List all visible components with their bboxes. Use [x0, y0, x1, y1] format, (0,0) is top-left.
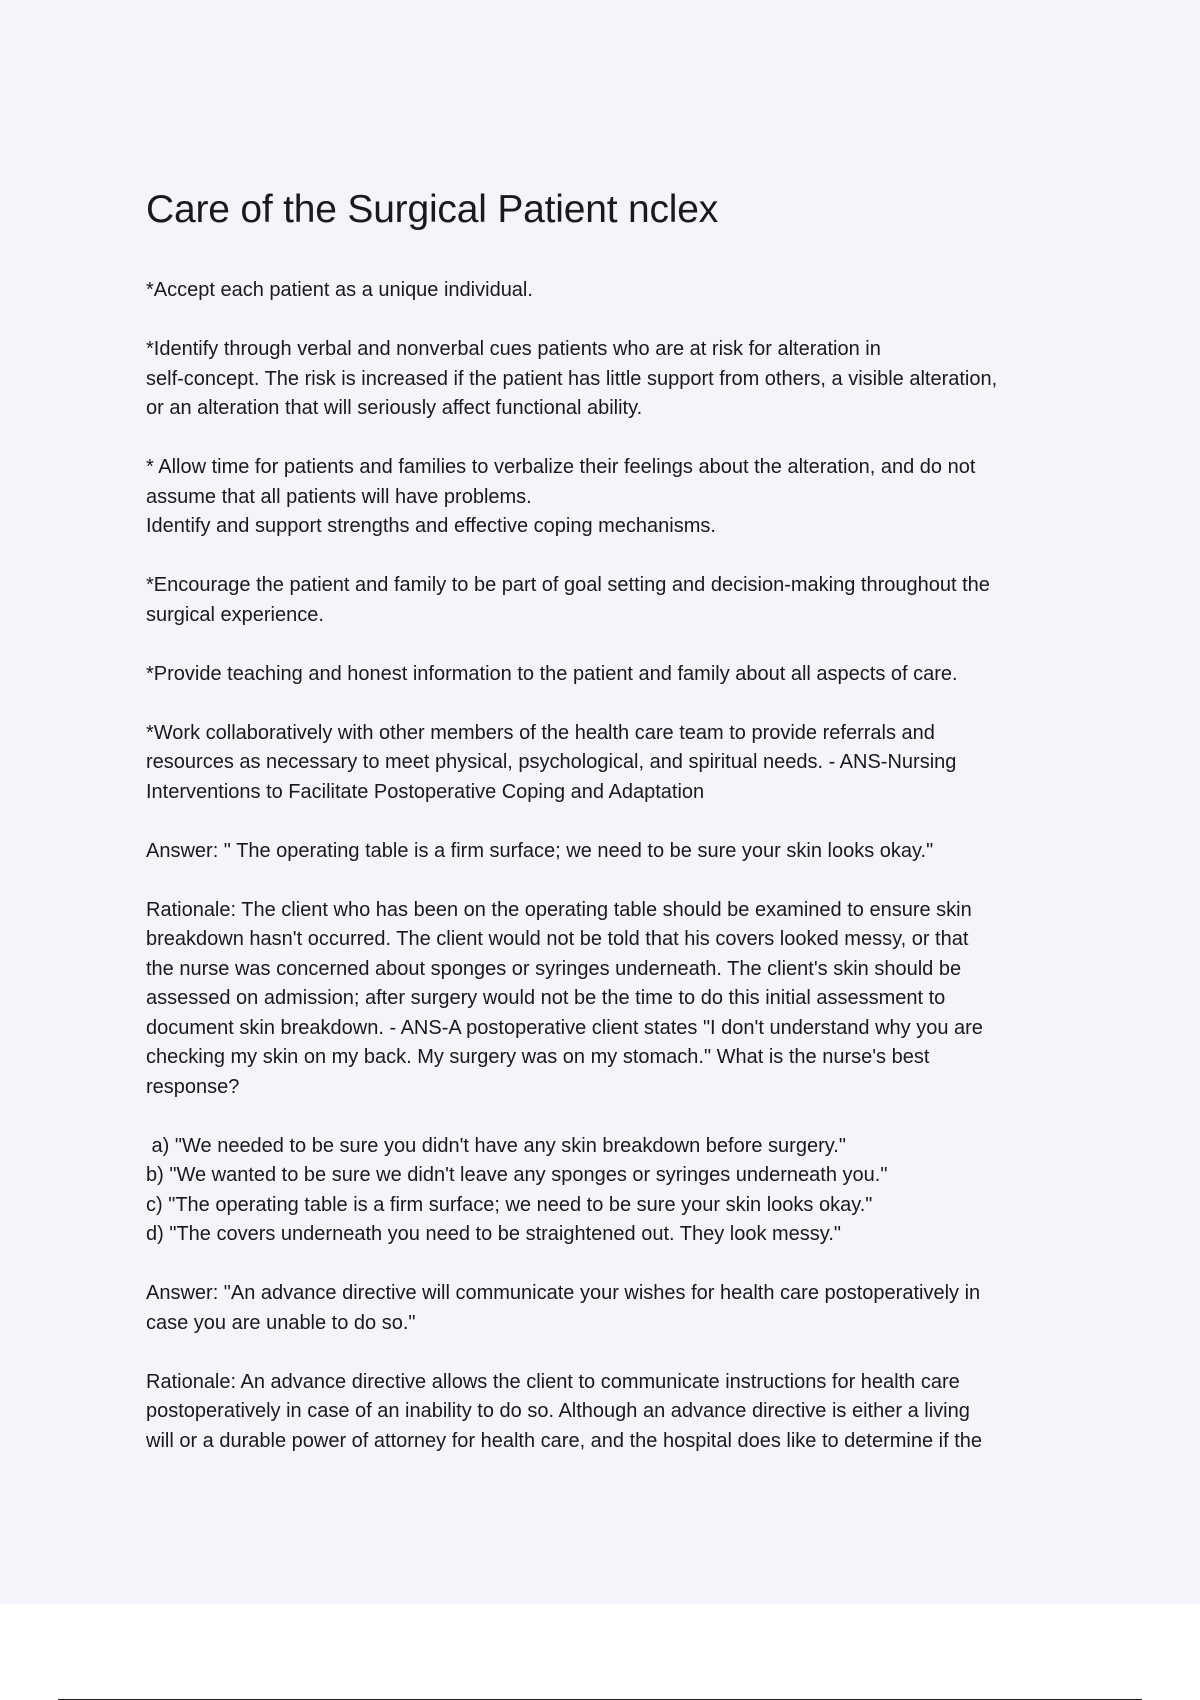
paragraph-rationale-skin: Rationale: The client who has been on the operating table should be examined to ensure skin breakdown hasn't occurred. The client would not be told that his covers looked messy, or that the nurse was concerned about sponges or syringes underneath. The client's skin should be assessed on admission; after surgery would not be the time to do this initial assessment to document skin breakdown. - ANS-A postoperative client states "I don't understand why you are checking my skin on my back. My surgery was on my stomach." What is the nurse's best response?: [146, 898, 983, 1098]
paragraph-answer-operating-table: Answer: " The operating table is a firm surface; we need to be sure your skin looks okay.": [146, 839, 934, 862]
answer-option-a: a) "We needed to be sure you didn't have any skin breakdown before surgery.": [146, 1134, 846, 1157]
answer-options-list: [146, 1132, 1106, 1250]
paragraph-work-collaboratively: *Work collaboratively with other members of the health care team to provide referrals and resources as necessary to meet physical, psychological, and spiritual needs. - ANS-Nursing Interventions to Facilitate Postoperative Coping and Adaptation: [146, 721, 957, 803]
document-body: [146, 186, 1106, 1456]
paragraph-accept-patient: *Accept each patient as a unique individual.: [146, 279, 533, 301]
paragraph-allow-time: * Allow time for patients and families to verbalize their feelings about the alteration, and do not assume that all patients will have problems. Identify and support strengths and effective coping mechanisms.: [146, 456, 976, 537]
document-title: Care of the Surgical Patient nclex: [146, 188, 719, 231]
answer-option-b: b) "We wanted to be sure we didn't leave any sponges or syringes underneath you.": [146, 1164, 888, 1186]
paragraph-answer-advance-directive: Answer: "An advance directive will communicate your wishes for health care postoperatively in case you are unable to do so.": [146, 1282, 981, 1334]
paragraph-encourage-goals: *Encourage the patient and family to be part of goal setting and decision-making throughout the surgical experience.: [146, 574, 990, 626]
answer-option-d: d) "The covers underneath you need to be straightened out. They look messy.": [146, 1223, 841, 1245]
paragraph-identify-risk: *Identify through verbal and nonverbal cues patients who are at risk for alteration in self-concept. The risk is increased if the patient has little support from others, a visible alteration, or an alteration that will seriously affect functional ability.: [146, 338, 998, 419]
answer-option-c: c) "The operating table is a firm surface; we need to be sure your skin looks okay.": [146, 1193, 873, 1216]
paragraph-rationale-advance-directive: Rationale: An advance directive allows the client to communicate instructions for health care postoperatively in case of an inability to do so. Although an advance directive is either a living will or a durable power of attorney for health care, and the hospital does like to determine if the: [146, 1370, 983, 1452]
paragraph-provide-teaching: *Provide teaching and honest information to the patient and family about all aspects of care.: [146, 662, 958, 685]
